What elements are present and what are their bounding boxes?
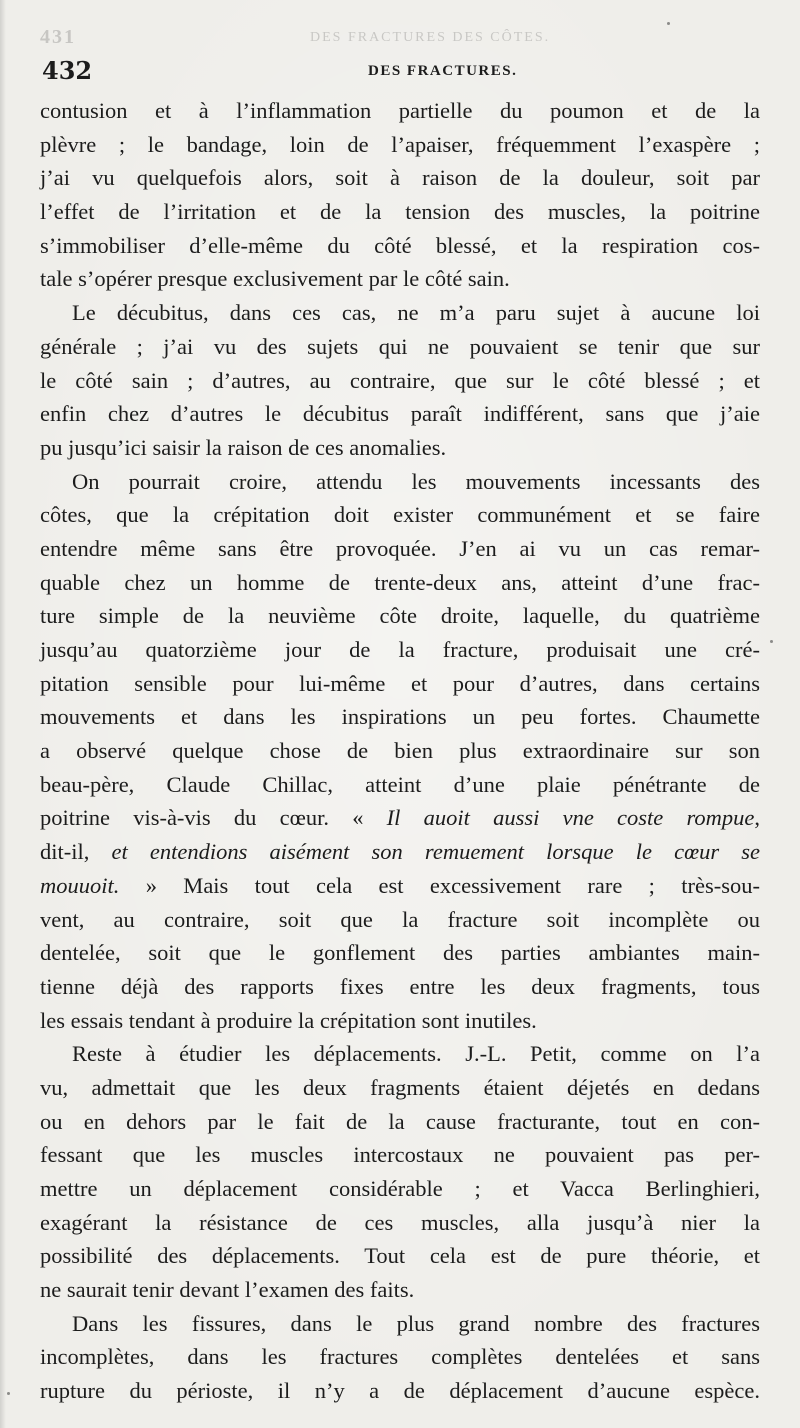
text-fragment: enfin chez d’autres le décubitus paraît indifférent, sans que j’aie	[40, 401, 760, 427]
text-fragment: côtes, que la crépitation doit exister communément et se faire	[40, 502, 760, 528]
text-fragment: dentelée, soit que le gonflement des parties ambiantes main-	[40, 940, 760, 966]
text-line	[40, 1004, 760, 1038]
paper-speck	[7, 1392, 10, 1395]
text-fragment: j’ai vu quelquefois alors, soit à raison de la douleur, soit par	[40, 165, 760, 191]
text-line	[40, 1206, 760, 1240]
text-fragment: le côté sain ; d’autres, au contraire, que sur le côté blessé ; et	[40, 367, 760, 393]
body-text	[40, 94, 760, 1408]
paper-speck	[667, 22, 670, 25]
text-line	[40, 801, 760, 835]
text-fragment: ture simple de la neuvième côte droite, laquelle, du quatrième	[40, 603, 760, 629]
text-line	[40, 734, 760, 768]
text-fragment: pitation sensible pour lui-même et pour d’autres, dans certains	[40, 670, 760, 696]
text-fragment: vent, au contraire, soit que la fracture soit incomplète ou	[40, 906, 760, 932]
text-line	[40, 700, 760, 734]
text-fragment: rupture du périoste, il n’y a de déplacement d’aucune espèce.	[40, 1378, 760, 1404]
text-fragment: entendre même sans être provoquée. J’en ai vu un cas remar-	[40, 535, 760, 561]
text-fragment: tienne déjà des rapports fixes entre les deux fragments, tous	[40, 973, 760, 999]
text-line	[40, 1037, 760, 1071]
text-line	[40, 397, 760, 431]
text-fragment: possibilité des déplacements. Tout cela est de pure théorie, et	[40, 1243, 760, 1269]
text-fragment: mouvements et dans les inspirations un peu fortes. Chaumette	[40, 704, 760, 730]
text-fragment: poitrine vis-à-vis du cœur. «	[40, 805, 387, 831]
text-line	[40, 1273, 760, 1307]
text-fragment: vu, admettait que les deux fragments étaient déjetés en dedans	[40, 1074, 760, 1100]
text-line	[40, 94, 760, 128]
text-fragment: jusqu’au quatorzième jour de la fracture, produisait une cré-	[40, 637, 760, 662]
text-fragment: ou en dehors par le fait de la cause fracturante, tout en con-	[40, 1108, 760, 1134]
text-line	[40, 431, 760, 465]
text-line	[40, 903, 760, 937]
text-fragment: incomplètes, dans les fractures complètes dentelées et sans	[40, 1344, 760, 1370]
text-line	[40, 498, 760, 532]
text-fragment: beau-père, Claude Chillac, atteint d’une plaie pénétrante de	[40, 771, 760, 797]
text-fragment: » Mais tout cela est excessivement rare ; très-sou-	[119, 872, 760, 898]
text-line	[40, 1071, 760, 1105]
text-line	[40, 229, 760, 263]
text-fragment: ,	[754, 805, 760, 831]
text-line	[40, 465, 760, 499]
text-line	[40, 1105, 760, 1139]
text-fragment: a observé quelque chose de bien plus extraordinaire sur son	[40, 738, 760, 764]
text-line	[40, 970, 760, 1004]
text-line	[40, 599, 760, 633]
text-fragment: On pourrait croire, attendu les mouvements incessants des	[72, 468, 760, 494]
text-fragment: mettre un déplacement considérable ; et Vacca Berlinghieri,	[40, 1176, 760, 1201]
text-fragment: les essais tendant à produire la crépitation sont inutiles.	[40, 1007, 537, 1033]
text-line	[40, 869, 760, 903]
page-edge-shadow	[0, 0, 6, 1428]
page-header	[40, 56, 760, 86]
text-line	[40, 768, 760, 802]
page-number: 432	[42, 56, 93, 85]
text-fragment: Reste à étudier les déplacements. J.-L. Petit, comme on l’a	[72, 1041, 760, 1067]
text-line	[40, 1307, 760, 1341]
text-line	[40, 936, 760, 970]
text-line	[40, 1340, 760, 1374]
text-line	[40, 532, 760, 566]
text-fragment: tale s’opérer presque exclusivement par le côté sain.	[40, 266, 510, 292]
text-fragment: plèvre ; le bandage, loin de l’apaiser, fréquemment l’exaspère ;	[40, 131, 760, 157]
text-fragment: dit-il,	[40, 839, 112, 865]
italic-quote-fragment: Il auoit aussi vne coste rompue	[386, 805, 755, 831]
text-fragment: Dans les fissures, dans le plus grand nombre des fractures	[72, 1310, 760, 1336]
bleed-through-page-number: 431	[40, 26, 76, 48]
text-fragment: s’immobiliser d’elle-même du côté blessé, et la respiration cos-	[40, 232, 760, 258]
italic-quote-fragment: mouuoit.	[40, 872, 120, 898]
text-line	[40, 296, 760, 330]
text-line	[40, 566, 760, 600]
text-fragment: exagérant la résistance de ces muscles, alla jusqu’à nier la	[40, 1209, 760, 1235]
text-fragment: pu jusqu’ici saisir la raison de ces anomalies.	[40, 434, 447, 460]
text-line	[40, 330, 760, 364]
text-line	[40, 1239, 760, 1273]
italic-quote-fragment: et entendions aisément son remuement lorsque le cœur se	[111, 839, 760, 865]
text-line	[40, 1374, 760, 1408]
text-line	[40, 128, 760, 162]
text-line	[40, 667, 760, 701]
bleed-through-title: DES FRACTURES DES CÔTES.	[310, 30, 551, 45]
text-fragment: contusion et à l’inflammation partielle du poumon et de la	[40, 98, 760, 123]
text-fragment: fessant que les muscles intercostaux ne pouvaient pas per-	[40, 1142, 760, 1168]
text-line	[40, 364, 760, 398]
text-line	[40, 161, 760, 195]
paper-speck	[770, 640, 773, 643]
text-fragment: quable chez un homme de trente-deux ans, atteint d’une frac-	[40, 569, 760, 595]
running-title: DES FRACTURES.	[368, 63, 518, 79]
text-line	[40, 1172, 760, 1206]
text-line	[40, 262, 760, 296]
text-line	[40, 835, 760, 869]
text-fragment: ne saurait tenir devant l’examen des faits.	[40, 1277, 415, 1303]
text-line	[40, 633, 760, 667]
text-fragment: l’effet de l’irritation et de la tension des muscles, la poitrine	[40, 199, 760, 225]
text-fragment: générale ; j’ai vu des sujets qui ne pouvaient se tenir que sur	[40, 333, 760, 359]
text-fragment: Le décubitus, dans ces cas, ne m’a paru sujet à aucune loi	[72, 300, 760, 326]
text-line	[40, 195, 760, 229]
text-line	[40, 1138, 760, 1172]
